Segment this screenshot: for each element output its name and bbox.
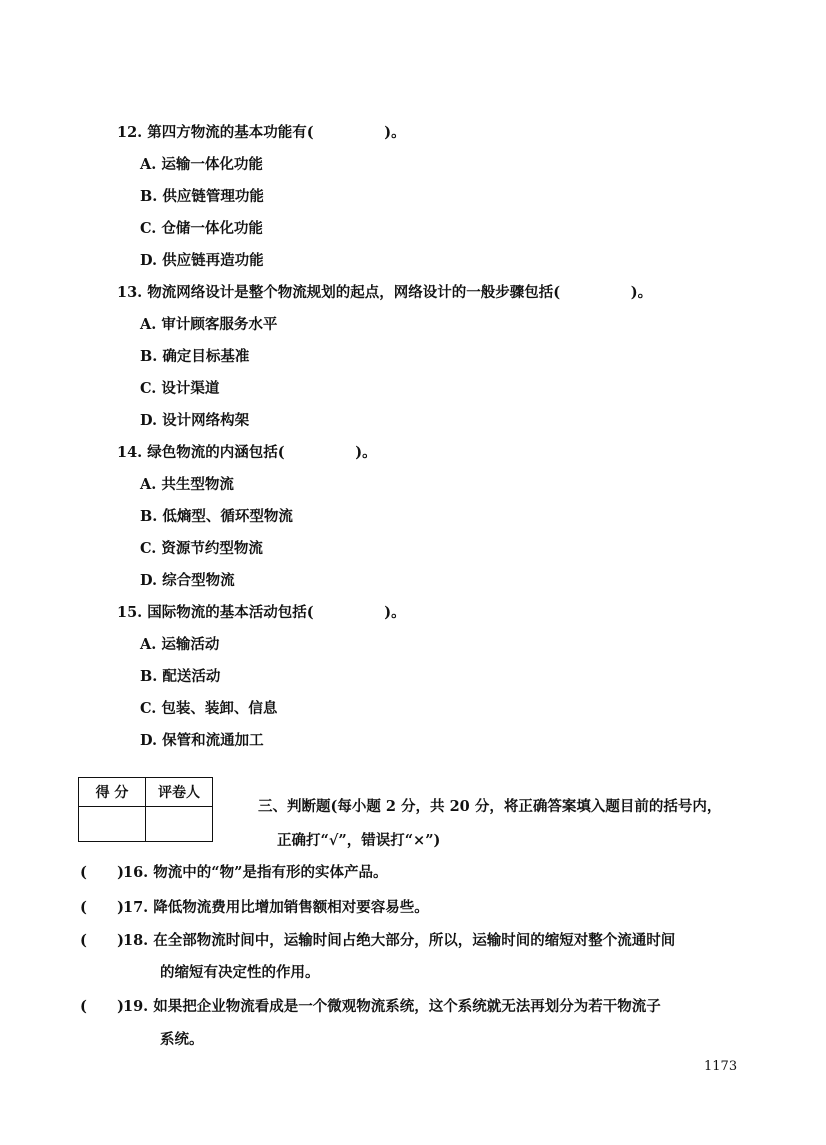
judgment-17-text: 17. 降低物流费用比增加销售额相对要容易些。 xyxy=(123,899,429,916)
judgment-19-text-continued: 系统。 xyxy=(160,1031,204,1048)
judgment-16-text: 16. 物流中的“物”是指有形的实体产品。 xyxy=(123,864,388,881)
question-15-option-a: A. 运输活动 xyxy=(140,636,220,653)
question-13-option-d: D. 设计网络构架 xyxy=(140,412,250,429)
question-14-option-b: B. 低熵型、循环型物流 xyxy=(140,508,293,525)
question-15-option-c: C. 包装、装卸、信息 xyxy=(140,700,278,717)
question-13-option-c: C. 设计渠道 xyxy=(140,380,220,397)
question-14-stem: 14. 绿色物流的内涵包括( )。 xyxy=(117,444,377,461)
question-15-stem: 15. 国际物流的基本活动包括( )。 xyxy=(117,604,406,621)
question-14-option-c: C. 资源节约型物流 xyxy=(140,540,263,557)
grader-cell xyxy=(146,807,213,842)
question-12-stem: 12. 第四方物流的基本功能有( )。 xyxy=(117,124,406,141)
score-label: 得 分 xyxy=(79,778,146,807)
question-15-option-b: B. 配送活动 xyxy=(140,668,221,685)
question-13-option-b: B. 确定目标基准 xyxy=(140,348,250,365)
question-12-option-c: C. 仓储一体化功能 xyxy=(140,220,263,237)
question-15-option-d: D. 保管和流通加工 xyxy=(140,732,264,749)
judgment-18-text-continued: 的缩短有决定性的作用。 xyxy=(160,964,320,981)
judgment-18-text: 18. 在全部物流时间中，运输时间占绝大部分，所以，运输时间的缩短对整个流通时间 xyxy=(123,932,676,949)
question-12-option-a: A. 运输一体化功能 xyxy=(140,156,263,173)
page-number: 1173 xyxy=(704,1059,738,1074)
judgment-19-bracket: ( ) xyxy=(80,998,125,1015)
question-12-option-b: B. 供应链管理功能 xyxy=(140,188,264,205)
judgment-16-bracket: ( ) xyxy=(80,864,125,881)
score-table xyxy=(78,777,213,842)
section-3-title: 三、判断题(每小题 2 分，共 20 分，将正确答案填入题目前的括号内， xyxy=(258,798,722,815)
judgment-19-text: 19. 如果把企业物流看成是一个微观物流系统，这个系统就无法再划分为若干物流子 xyxy=(123,998,661,1015)
question-12-option-d: D. 供应链再造功能 xyxy=(140,252,264,269)
question-14-option-a: A. 共生型物流 xyxy=(140,476,234,493)
question-13-option-a: A. 审计顾客服务水平 xyxy=(140,316,278,333)
judgment-18-bracket: ( ) xyxy=(80,932,125,949)
question-14-option-d: D. 综合型物流 xyxy=(140,572,235,589)
judgment-17-bracket: ( ) xyxy=(80,899,125,916)
section-3-instruction: 正确打“√”，错误打“×”) xyxy=(277,832,441,849)
grader-label: 评卷人 xyxy=(146,778,213,807)
score-cell xyxy=(79,807,146,842)
question-13-stem: 13. 物流网络设计是整个物流规划的起点，网络设计的一般步骤包括( )。 xyxy=(117,284,653,301)
